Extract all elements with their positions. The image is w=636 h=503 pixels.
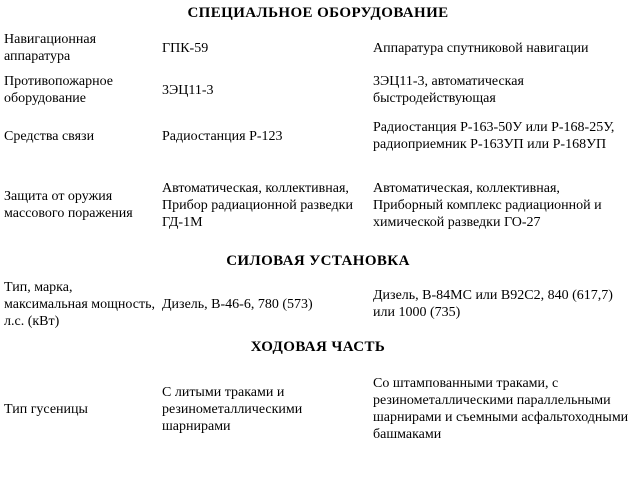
row-value-base: Дизель, В-46-6, 780 (573) [162,296,313,312]
row-value-base: 3ЭЦ11-3 [162,82,214,98]
row-value-upgrade: Дизель, В-84МС или В92С2, 840 (617,7) или 1000 (735) [373,288,613,320]
row-value-upgrade: Радиостанция Р-163-50У или Р-168-25У, радиоприемник Р-163УП или Р-168УП [373,120,615,152]
row-label: Средства связи [4,128,95,144]
row-value-upgrade: 3ЭЦ11-3, автоматическая быстродействующая [373,74,524,106]
row-value-base: Автоматическая, коллективная, Прибор радиационной разведки ГД-1М [162,180,353,230]
row-label: Тип, марка, максимальная мощность, л.с. (кВт) [4,279,155,329]
table-row [2,26,634,70]
table-row [2,360,634,458]
row-value-upgrade: Со штампованными траками, с резинометаллическими параллельными шарнирами и съемными асфальтоходными башмаками [373,376,629,442]
section-header-row [2,248,634,274]
row-value-base: Радиостанция Р-123 [162,128,283,144]
row-value-upgrade: Аппаратура спутниковой навигации [373,40,589,56]
table-row [2,110,634,162]
section-title-running-gear: ХОДОВАЯ ЧАСТЬ [250,338,386,355]
specification-table [2,0,634,458]
row-label: Навигационная аппаратура [4,32,97,64]
section-title-special-equipment: СПЕЦИАЛЬНОЕ ОБОРУДОВАНИЕ [187,4,449,21]
row-label: Тип гусеницы [4,401,88,417]
section-title-power-unit: СИЛОВАЯ УСТАНОВКА [226,252,410,269]
section-header-row [2,334,634,360]
table-row [2,162,634,248]
row-label: Противопожарное оборудование [4,74,113,106]
row-value-base: С литыми траками и резинометаллическими шарнирами [162,384,303,434]
row-value-upgrade: Автоматическая, коллективная, Приборный комплекс радиационной и химической разведки ГО-27 [373,180,602,230]
table-row [2,70,634,110]
section-header-row [2,0,634,26]
table-row [2,274,634,334]
row-label: Защита от оружия массового поражения [4,189,133,221]
row-value-base: ГПК-59 [162,40,209,56]
